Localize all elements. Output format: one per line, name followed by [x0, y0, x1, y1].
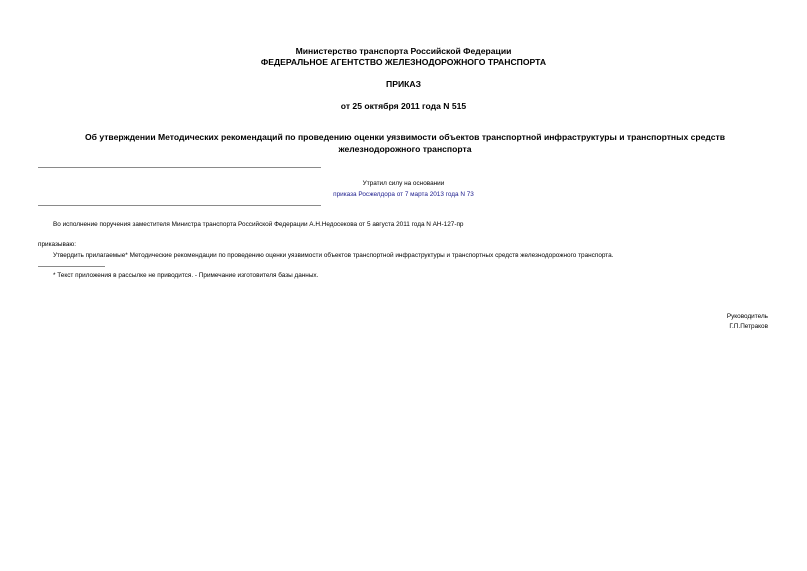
ministry-name: Министерство транспорта Российской Федерации — [295, 46, 512, 56]
footnote-text: * Текст приложения в рассылке не приводится. - Примечание изготовителя базы данных. — [53, 272, 319, 279]
document-title-line-1: Об утверждении Методических рекомендаций по проведению оценки уязвимости объектов транспортной инфраструктуры и транспортных средств — [84, 132, 726, 142]
approve-paragraph: Утвердить прилагаемые* Методические рекомендации по проведению оценки уязвимости объектов транспортной инфраструктуры и транспортных средств железнодорожного транспорта. — [53, 252, 614, 259]
document-title-line-2: железнодорожного транспорта — [338, 144, 472, 154]
repeal-link[interactable]: приказа Росжелдора от 7 марта 2013 года N 73 — [333, 191, 474, 198]
divider-bottom — [38, 205, 321, 206]
document-type: ПРИКАЗ — [386, 79, 421, 89]
repeal-note — [0, 178, 807, 200]
agency-name: ФЕДЕРАЛЬНОЕ АГЕНТСТВО ЖЕЛЕЗНОДОРОЖНОГО ТРАНСПОРТА — [260, 57, 547, 67]
preamble-paragraph: Во исполнение поручения заместителя Министра транспорта Российской Федерации А.Н.Недосекова от 5 августа 2011 года N АН-127-пр — [53, 221, 464, 228]
order-word: приказываю: — [38, 241, 76, 248]
document-date-number: от 25 октября 2011 года N 515 — [340, 101, 467, 111]
footnote-divider — [38, 266, 105, 267]
document-title — [60, 131, 750, 155]
signature-block — [727, 312, 768, 332]
divider-top — [38, 167, 321, 168]
repeal-text: Утратил силу на основании — [362, 180, 445, 187]
signatory-name: Г.П.Петраков — [729, 323, 768, 330]
signatory-position: Руководитель — [726, 313, 768, 320]
